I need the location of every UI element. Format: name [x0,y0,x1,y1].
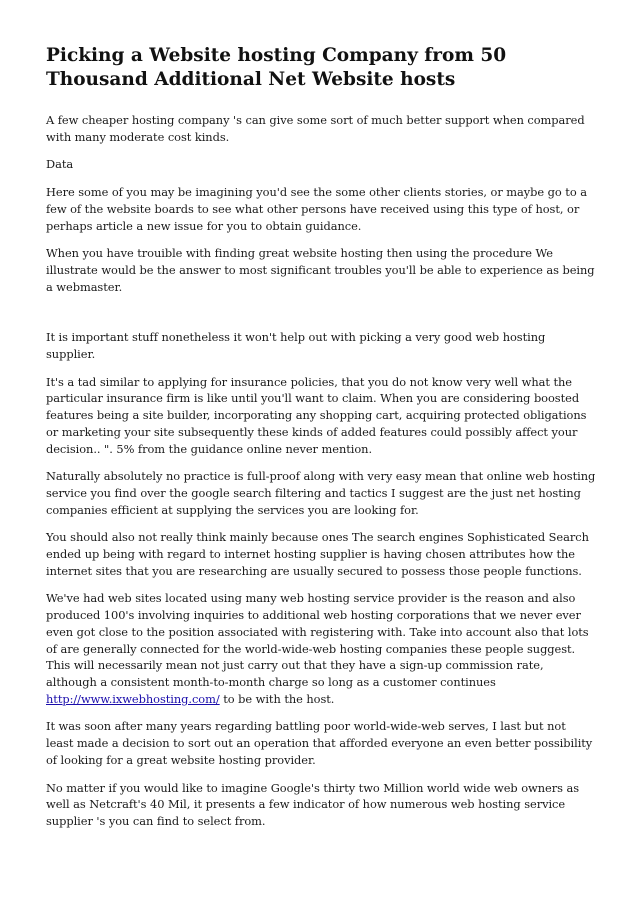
ixwebhosting-link[interactable]: http://www.ixwebhosting.com/ [46,691,220,706]
paragraph-google-owners: No matter if you would like to imagine Google's thirty two Million world wide web owners as well as Netcraft's 40 Mil, it presents a few indicator of how numerous web hosting service supplier 's you can find to select from. [46,780,580,828]
paragraph-intro: A few cheaper hosting company 's can give some sort of much better support when compared with many moderate cost kinds. [46,113,585,144]
document-title: Picking a Website hosting Company from 50 Thousand Additional Net Website hosts [46,45,507,90]
paragraph-important: It is important stuff nonetheless it won't help out with picking a very good web hosting supplier. [46,330,546,362]
document-page [46,44,596,841]
paragraph-advanced-search: You should also not really think mainly because ones The search engines Sophisticated Search ended up being with regard to internet hosting supplier is having chosen attributes how the internet sites that you are researching are usually secured to possess those people functions. [46,530,589,578]
link-paragraph-before: We've had web sites located using many web hosting service provider is the reason and also produced 100's involving inquiries to additional web hosting corporations that we never ever even got close to the position associated with registering with. Take into account also that lots of are generally connected for the world-wide-web hosting companies these people suggest. This will necessarily mean not just carry out that they have a sign-up commission rate, although a consistent month-to-month charge so long as a customer continues [46,591,589,689]
paragraph-years: It was soon after many years regarding battling poor world-wide-web serves, I last but not least made a decision to sort out an operation that afforded everyone an even better possibility of looking for a great website hosting provider. [46,719,593,767]
link-paragraph-after: to be with the host. [219,691,335,706]
paragraph-insurance: It's a tad similar to applying for insurance policies, that you do not know very well what the particular insurance firm is like until you'll want to claim. When you are considering boosted features being a site builder, incorporating any shopping cart, acquiring protected obligations or marketing your site subsequently these kinds of added features could possibly affect your decision.. ". 5% from the guidance online never mention. [46,374,587,456]
paragraph-web-sites [46,590,596,707]
paragraph-procedure: When you have trouible with finding great website hosting then using the procedure We illustrate would be the answer to most significant troubles you'll be able to experience as being a webmaster. [46,246,595,294]
paragraph-data: Data [46,157,74,172]
paragraph-reviews: Here some of you may be imagining you'd see the some other clients stories, or maybe go to a few of the website boards to see what other persons have received using this type of host, or perhaps article a new issue for you to obtain guidance. [46,185,587,233]
paragraph-practice: Naturally absolutely no practice is full-proof along with very easy mean that online web hosting service you find over the google search filtering and tactics I suggest are the just net hosting companies efficient at supplying the services you are looking for. [46,469,596,517]
